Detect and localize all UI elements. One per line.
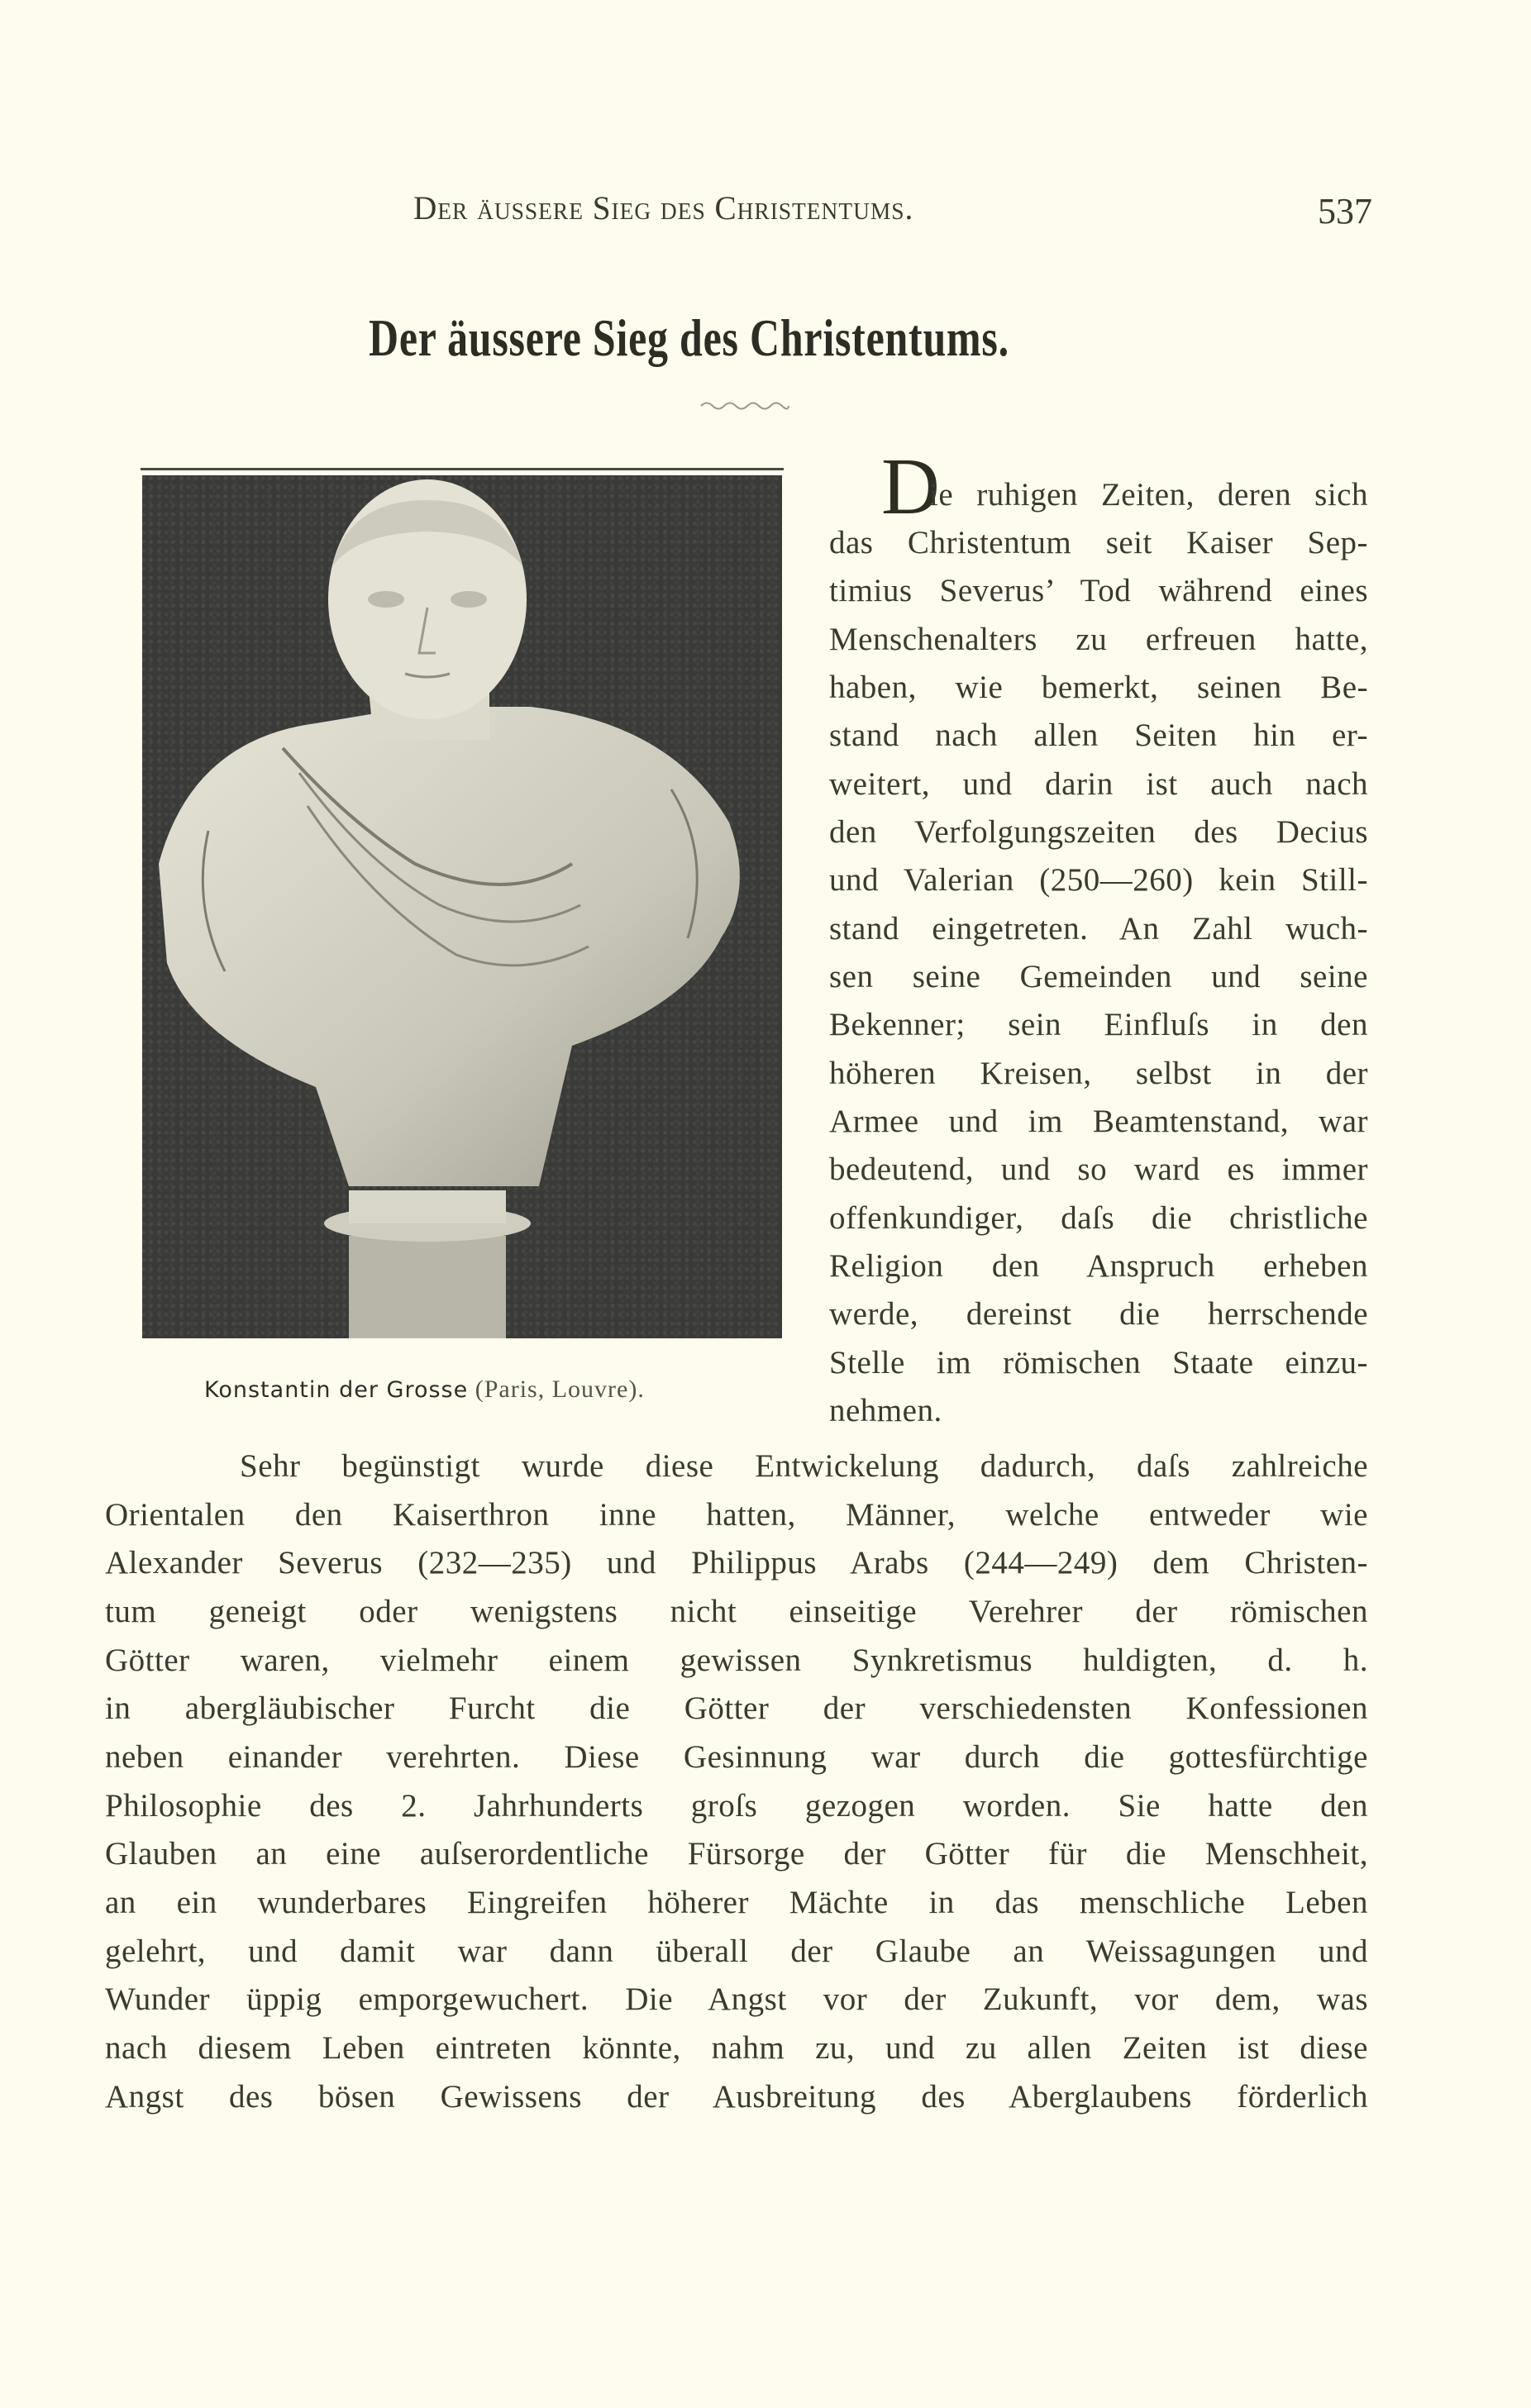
intro-line: nehmen.: [829, 1393, 942, 1428]
body-line: in abergläubischer Furcht die Götter der verschiedensten Konfessionen: [105, 1690, 1368, 1726]
body-line: Orientalen den Kaiserthron inne hatten, Männer, welche entweder wie: [105, 1497, 1368, 1533]
intro-line: bedeutend, und so ward es immer: [829, 1152, 1368, 1187]
intro-line: weitert, und darin ist auch nach: [829, 766, 1368, 802]
intro-line: und Valerian (250—260) kein Still-: [829, 862, 1368, 898]
intro-line: Religion den Anspruch erheben: [829, 1248, 1368, 1284]
intro-line: timius Severus’ Tod während eines: [829, 573, 1368, 608]
body-line: Philosophie des 2. Jahrhunderts groſs gezogen worden. Sie hatte den: [105, 1788, 1368, 1824]
caption-location: (Paris, Louvre).: [468, 1376, 645, 1403]
bust-photo: [142, 475, 782, 1338]
intro-line: stand eingetreten. An Zahl wuch-: [829, 911, 1368, 947]
body-line: Glauben an eine auſserordentliche Fürsorge der Götter für die Menschheit,: [105, 1836, 1368, 1872]
intro-line: Armee und im Beamtenstand, war: [829, 1104, 1368, 1139]
caption-name: Konstantin der Grosse: [204, 1377, 469, 1403]
body-line: nach diesem Leben eintreten könnte, nahm zu, und zu allen Zeiten ist diese: [105, 2030, 1368, 2066]
body-line: gelehrt, und damit war dann überall der Glaube an Weissagungen und: [105, 1934, 1368, 1969]
intro-line: Stelle im römischen Staate einzu-: [829, 1345, 1368, 1380]
body-line: Alexander Severus (232—235) und Philippus Arabs (244—249) dem Christen-: [105, 1545, 1368, 1581]
intro-line: stand nach allen Seiten hin er-: [829, 718, 1368, 753]
intro-line: Bekenner; sein Einfluſs in den: [829, 1007, 1368, 1042]
page-header: [413, 188, 1372, 230]
bust-illustration: [142, 475, 782, 1338]
page-number: 537: [1318, 191, 1372, 231]
intro-line: höheren Kreisen, selbst in der: [829, 1056, 1368, 1091]
running-head: Der äussere Sieg des Christentums.: [413, 189, 914, 226]
body-line: neben einander verehrten. Diese Gesinnung war durch die gottesfürchtige: [105, 1739, 1368, 1775]
figure-konstantin-bust: [141, 468, 784, 1339]
chapter-title: Der äussere Sieg des Christentums.: [369, 308, 1009, 367]
wavy-rule-ornament-icon: [699, 398, 790, 413]
intro-line: werde, dereinst die herrschende: [829, 1296, 1368, 1332]
body-line: Wunder üppig emporgewuchert. Die Angst vor der Zukunft, vor dem, was: [105, 1981, 1368, 2017]
intro-line: offenkundiger, daſs die christliche: [829, 1200, 1368, 1236]
body-line: Götter waren, vielmehr einem gewissen Synkretismus huldigten, d. h.: [105, 1643, 1368, 1678]
intro-line: haben, wie bemerkt, seinen Be-: [829, 670, 1368, 705]
body-line: tum geneigt oder wenigstens nicht einseitige Verehrer der römischen: [105, 1594, 1368, 1629]
intro-line: das Christentum seit Kaiser Sep-: [829, 525, 1368, 560]
body-line: Sehr begünstigt wurde diese Entwickelung dadurch, daſs zahlreiche: [240, 1448, 1368, 1484]
body-line: an ein wunderbares Eingreifen höherer Mächte in das menschliche Leben: [105, 1885, 1368, 1920]
figure-border-line: [141, 468, 784, 470]
figure-caption: [204, 1376, 645, 1404]
intro-line: Menschenalters zu erfreuen hatte,: [829, 622, 1368, 657]
intro-line: sen seine Gemeinden und seine: [829, 959, 1368, 994]
body-line: Angst des bösen Gewissens der Ausbreitung des Aberglaubens förderlich: [105, 2079, 1368, 2115]
drop-cap: D: [881, 442, 940, 532]
intro-line: ie ruhigen Zeiten, deren sich: [929, 477, 1368, 513]
intro-line: den Verfolgungszeiten des Decius: [829, 814, 1368, 850]
